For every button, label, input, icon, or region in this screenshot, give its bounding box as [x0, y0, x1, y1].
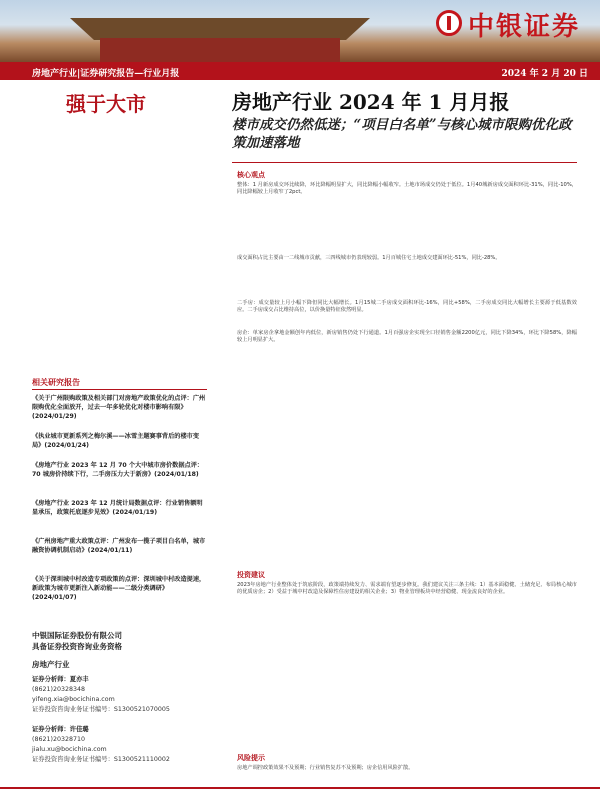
analyst-cert: 证券投资咨询业务证书编号：S1300521110002 — [32, 756, 170, 763]
related-reports-heading: 相关研究报告 — [32, 377, 80, 387]
analyst-phone: (8621)20328348 — [32, 686, 85, 693]
core-paragraph: 房企：单家房企拿地金额创年内低位，新房销售仍处下行通道。1月百强房企实现全口径销售金额2200亿元，同比下降34%，环比下降58%，降幅较上月明显扩大。 — [237, 330, 577, 344]
related-report-item[interactable]: 《执业城市更新系列之梅尔溪——冰雪主题赛事背后的楼市变局》(2024/01/24) — [32, 433, 200, 449]
report-title: 房地产行业 2024 年 1 月月报 — [232, 90, 510, 114]
analyst-name: 证券分析师：夏亦丰 — [32, 676, 89, 683]
analyst-cert: 证券投资咨询业务证书编号：S1300521070005 — [32, 706, 170, 713]
analyst-name: 证券分析师：许佳璐 — [32, 726, 89, 733]
company-name: 中银国际证券股份有限公司 — [32, 631, 122, 640]
sidebar-divider — [32, 389, 207, 390]
company-info — [32, 630, 122, 652]
palace-hall-graphic — [100, 38, 340, 62]
core-paragraph: 整体：1 月新房成交环比续降，环比降幅明显扩大，同比降幅小幅收窄。土地市场成交仍处于低位。1月40城新房成交面积环比-31%，同比-10%，同比降幅较上月收窄了2pct。 — [237, 182, 577, 196]
report-date: 2024 年 2 月 20 日 — [501, 69, 588, 79]
invest-heading: 投资建议 — [237, 570, 265, 579]
related-report-item[interactable]: 《房地产行业 2023 年 12 月统计局数据点评：行业销售额明显承压，政策托底逐步见效》(2024/01/19) — [32, 500, 203, 516]
analyst-email[interactable]: yifeng.xia@bocichina.com — [32, 696, 115, 703]
analyst-block — [32, 725, 170, 765]
core-view-heading: 核心观点 — [237, 170, 265, 179]
core-paragraph: 二手房：成交量较上月小幅下降但同比大幅增长。1月15城二手房成交面积环比-16%，同比+58%，二手房成交同比大幅增长主要源于低基数效应。二手房成交占比维持高位，以价换量特征依然明显。 — [237, 300, 577, 314]
industry-label: 房地产行业 — [32, 660, 70, 669]
core-paragraph: 成交面积占比主要由一二线城市贡献，三四线城市仍表现较弱。1月百城住宅土地成交建面环比-51%，同比-28%。 — [237, 255, 501, 261]
analyst-phone: (8621)20328710 — [32, 736, 85, 743]
rating-label: 强于大市 — [66, 92, 146, 116]
header-banner-image — [0, 0, 600, 62]
related-report-item[interactable]: 《关于广州限购政策及相关部门对房地产政策优化的点评：广州限购优化全面放开，过去一年多轮优化对楼市影响有限》(2024/01/29) — [32, 395, 206, 420]
related-report-item[interactable]: 《房地产行业 2023 年 12 月 70 个大中城市房价数据点评：70 城房价持续下行，二手房压力大于新房》(2024/01/18) — [32, 462, 204, 478]
palace-roof-graphic — [70, 18, 370, 40]
report-category: 房地产行业|证券研究报告—行业月报 — [32, 69, 180, 79]
footer-divider — [0, 787, 600, 789]
analyst-email[interactable]: jialu.xu@bocichina.com — [32, 746, 107, 753]
analyst-block — [32, 675, 170, 715]
title-divider — [232, 162, 577, 163]
company-logo-text: 中银证券 — [467, 12, 580, 42]
header-bar — [0, 62, 600, 80]
invest-text: 2023年房地产行业整体处于筑底阶段，政策端持续发力、需求端有望逐步修复。我们建议关注三条主线：1）基本面稳健、土储充足、布局核心城市的优质房企；2）受益于城中村改造及保障性住房建设的相关企业；3）物业管理板块中经营稳健、现金流良好的企业。 — [237, 582, 577, 596]
risk-text: 房地产调控政策效果不及预期；行业销售复苏不及预期；房企信用风险扩散。 — [237, 765, 414, 771]
related-report-item[interactable]: 《广州房地产重大政策点评：广州发布一揽子项目白名单，城市融资协调机制启动》(2024/01/11) — [32, 538, 206, 554]
report-subtitle: 楼市成交仍然低迷；“项目白名单”与核心城市限购优化政策加速落地 — [232, 117, 572, 151]
risk-heading: 风险提示 — [237, 753, 265, 762]
related-report-item[interactable]: 《关于深圳城中村改造专项政策的点评：深圳城中村改造提速，新政策为城市更新注入新动能——二级分类调研》(2024/01/07) — [32, 576, 206, 601]
boc-logo-icon — [436, 10, 462, 36]
company-qualification: 具备证券投资咨询业务资格 — [32, 642, 122, 651]
